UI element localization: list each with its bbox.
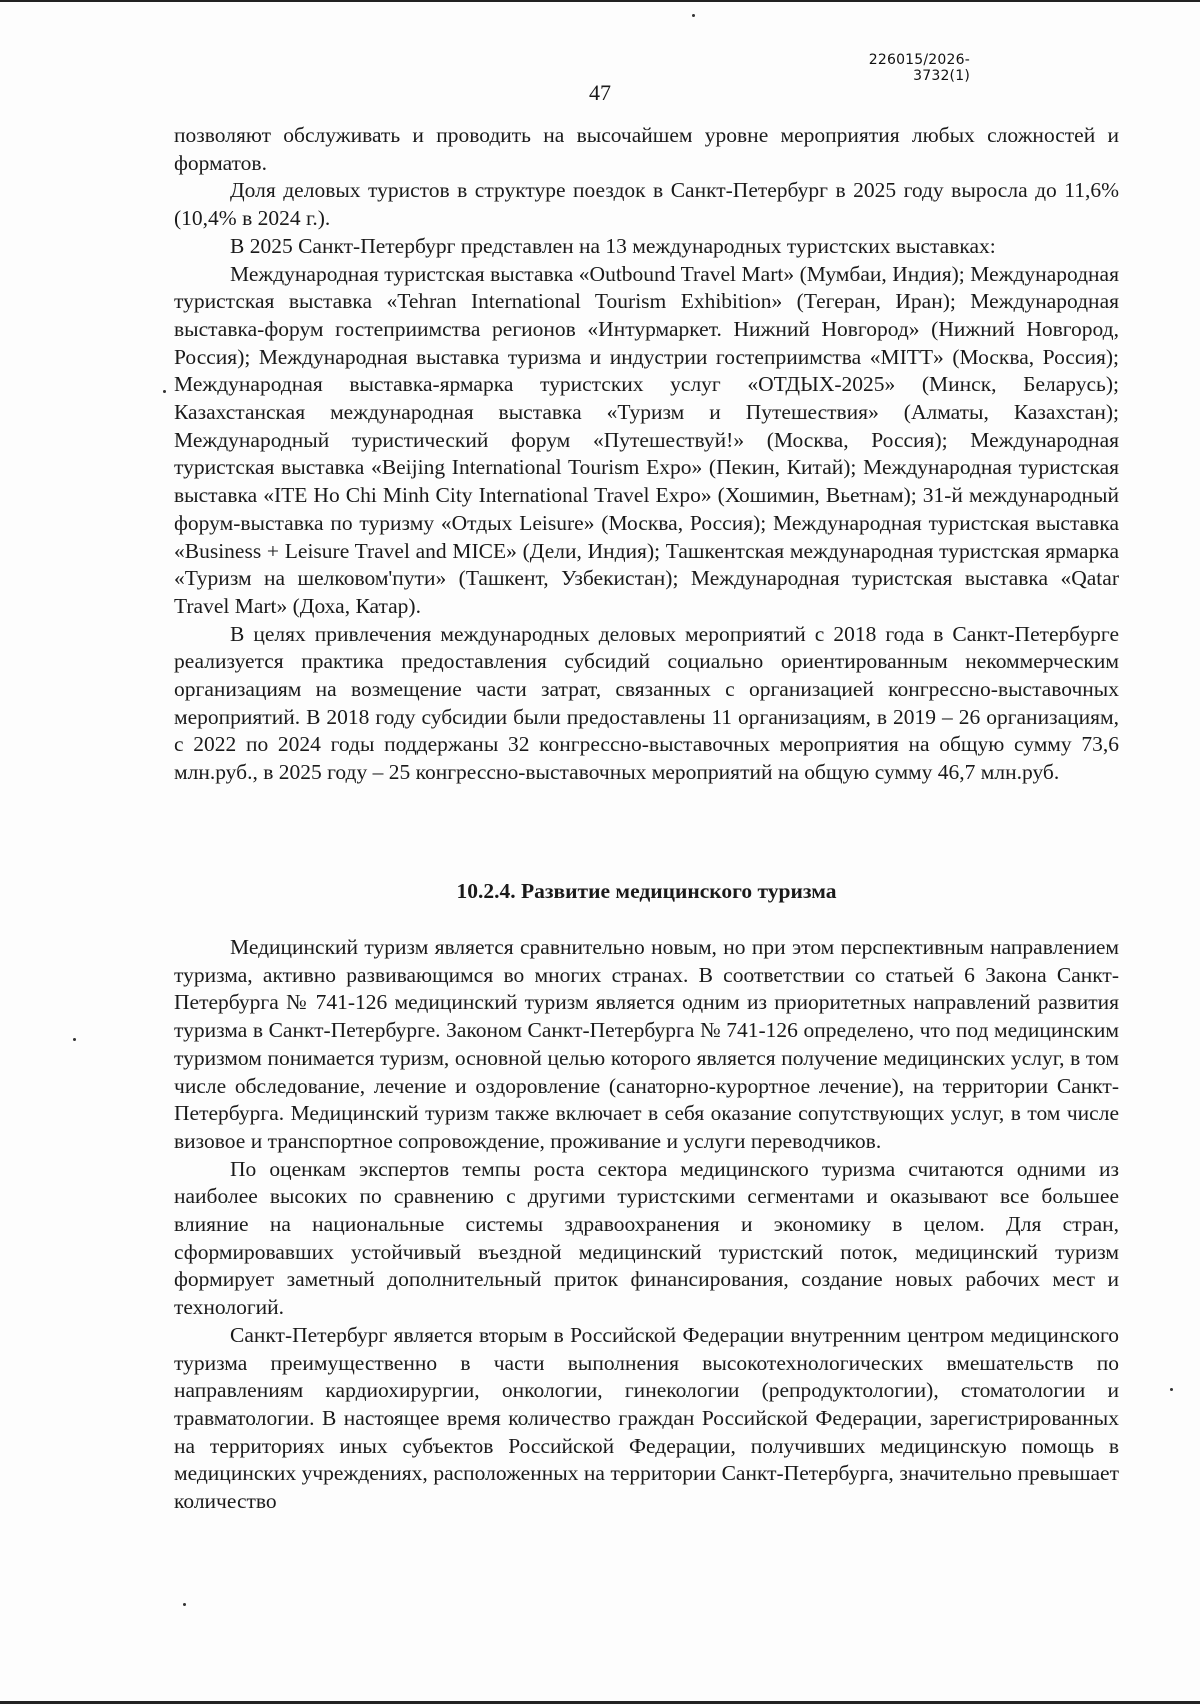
- paragraph: Санкт-Петербург является вторым в Российской Федерации внутренним центром медицинского туризма преимущественно в части выполнения высокотехнологических вмешательств по направлениям кардиохирургии, онкологии, гинекологии (репродуктологии), стоматологии и травматологии. В настоящее время количество граждан Российской Федерации, зарегистрированных на территориях иных субъектов Российской Федерации, получивших медицинскую помощь в медицинских учреждениях, расположенных на территории Санкт-Петербурга, значительно превышает количество: [174, 1322, 1119, 1514]
- scan-speck: [73, 1038, 76, 1041]
- document-id: 226015/2026-3732(1): [868, 52, 970, 84]
- scan-speck: [692, 14, 695, 17]
- paragraph: По оценкам экспертов темпы роста сектора медицинского туризма считаются одними из наиболее высоких по сравнению с другими туристскими сегментами и оказывают все большее влияние на национальные системы здравоохранения и экономику в целом. Для стран, сформировавших устойчивый въездной медицинский туристский поток, медицинский туризм формирует заметный дополнительный приток финансирования, создание новых рабочих мест и технологий.: [174, 1156, 1119, 1320]
- paragraph: Медицинский туризм является сравнительно новым, но при этом перспективным направлением туризма, активно развивающимся во многих странах. В соответствии со статьей 6 Закона Санкт-Петербурга № 741-126 медицинский туризм является одним из приоритетных направлений развития туризма в Санкт-Петербурге. Законом Санкт-Петербурга № 741-126 определено, что под медицинским туризмом понимается туризм, основной целью которого является получение медицинских услуг, в том числе обследование, лечение и оздоровление (санаторно-курортное лечение), на территории Санкт-Петербурга. Медицинский туризм также включает в себя оказание сопутствующих услуг, в том числе визовое и транспортное сопровождение, проживание и услуги переводчиков.: [174, 935, 1119, 1153]
- scan-speck: [183, 1603, 186, 1606]
- paragraph: Доля деловых туристов в структуре поездок в Санкт-Петербург в 2025 году выросла до 11,6% (10,4% в 2024 г.).: [174, 178, 1119, 231]
- scan-bottom-border: [0, 1701, 1200, 1704]
- body-text-bottom: [174, 934, 1119, 1516]
- paragraph: В 2025 Санкт-Петербург представлен на 13 международных туристских выставках:: [230, 233, 996, 258]
- page-number: 47: [589, 80, 611, 105]
- section-heading: 10.2.4. Развитие медицинского туризма: [456, 879, 837, 903]
- body-text-top: [174, 122, 1119, 787]
- paragraph: В целях привлечения международных деловых мероприятий с 2018 года в Санкт-Петербурге реализуется практика предоставления субсидий социально ориентированным некоммерческим организациям на возмещение части затрат, связанных с организацией конгрессно-выставочных мероприятий. В 2018 году субсидии были предоставлены 11 организациям, в 2019 – 26 организациям, с 2022 по 2024 годы поддержаны 32 конгрессно-выставочных мероприятия на общую сумму 73,6 млн.руб., в 2025 году – 25 конгрессно-выставочных мероприятий на общую сумму 46,7 млн.руб.: [174, 621, 1119, 785]
- scan-speck: [163, 390, 166, 393]
- scan-top-border: [0, 0, 1200, 2]
- paragraph: Международная туристская выставка «Outbound Travel Mart» (Мумбаи, Индия); Международная туристская выставка «Tehran International Tourism Exhibition» (Тегеран, Иран); Международная выставка-форум гостеприимства регионов «Интурмаркет. Нижний Новгород» (Нижний Новгород, Россия); Международная выставка туризма и индустрии гостеприимства «MITT» (Москва, Россия); Международная выставка-ярмарка туристских услуг «ОТДЫХ-2025» (Минск, Беларусь); Казахстанская международная выставка «Туризм и Путешествия» (Алматы, Казахстан); Международный туристический форум «Путешествуй!» (Москва, Россия); Международная туристская выставка «Beijing International Tourism Expo» (Пекин, Китай); Международная туристская выставка «ITE Ho Chi Minh City International Travel Expo» (Хошимин, Вьетнам); 31-й международный форум-выставка по туризму «Отдых Leisure» (Москва, Россия); Международная туристская выставка «Business + Leisure Travel and MICE» (Дели, Индия); Ташкентская международная туристская ярмарка «Туризм на шелковом'пути» (Ташкент, Узбекистан); Международная туристская выставка «Qatar Travel Mart» (Доха, Катар).: [174, 261, 1119, 618]
- paragraph: позволяют обслуживать и проводить на высочайшем уровне мероприятия любых сложностей и форматов.: [174, 123, 1119, 175]
- scan-speck: [1170, 1388, 1173, 1391]
